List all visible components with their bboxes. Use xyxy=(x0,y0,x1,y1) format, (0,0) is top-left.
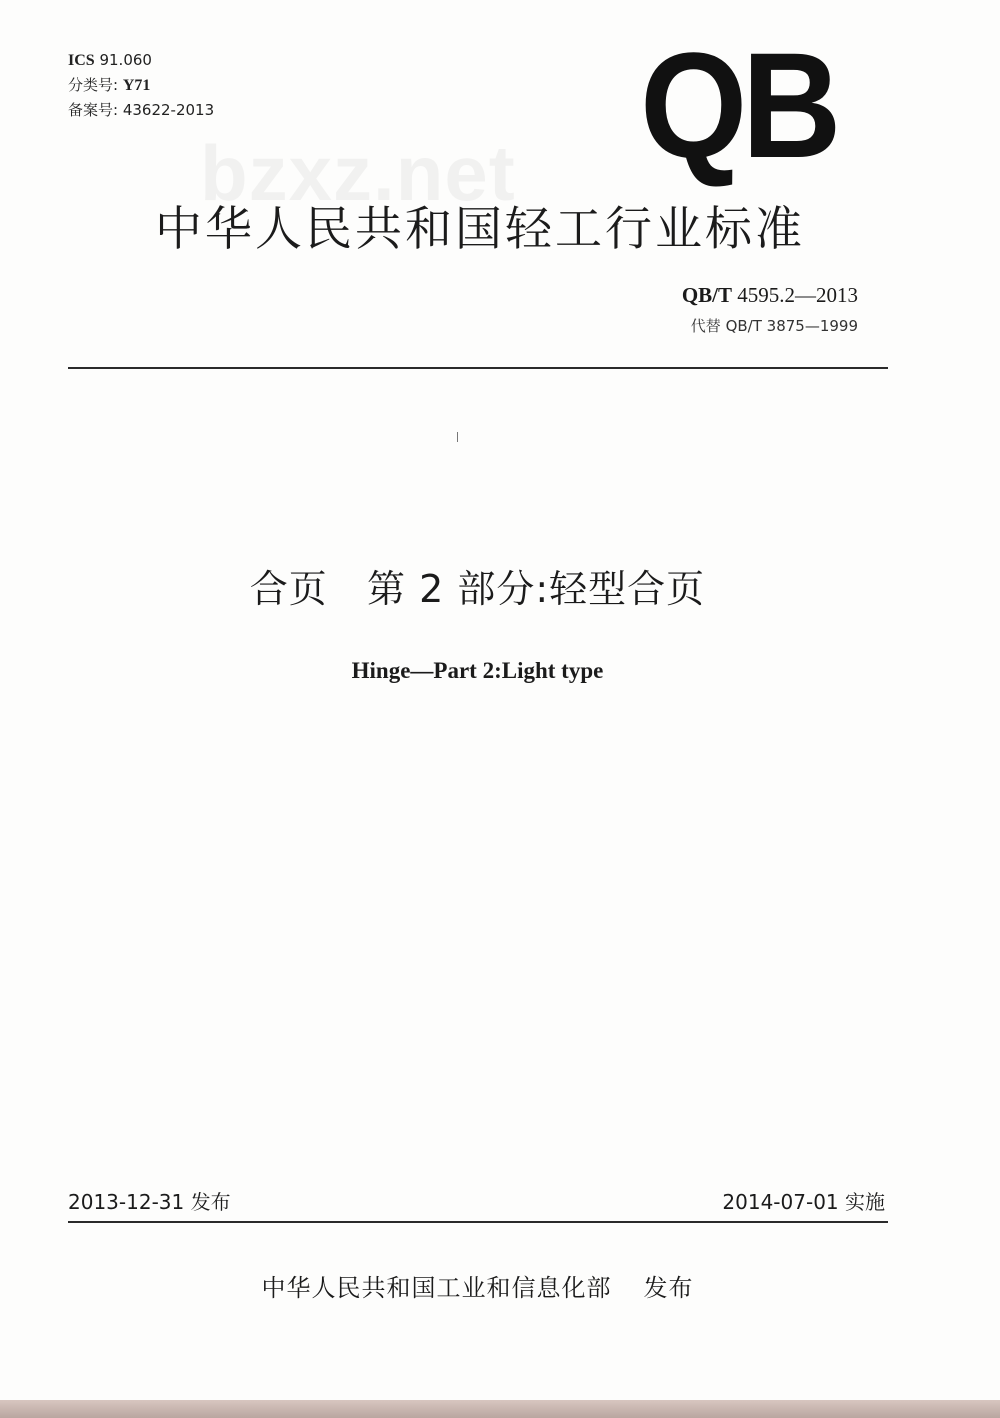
replaces-standard: 代替 QB/T 3875—1999 xyxy=(690,317,858,335)
ics-label: ICS xyxy=(68,52,95,69)
record-value: 43622-2013 xyxy=(122,101,215,119)
class-label: 分类号: xyxy=(68,76,119,94)
ics-line xyxy=(68,48,214,73)
footer-divider xyxy=(68,1221,888,1223)
industry-standard-title: 中华人民共和国轻工行业标准 xyxy=(155,202,805,257)
ics-value: 91.060 xyxy=(99,51,152,69)
watermark: bzxz.net xyxy=(200,129,516,217)
classification-block xyxy=(68,48,214,123)
publisher-name: 中华人民共和国工业和信息化部 xyxy=(261,1274,612,1302)
record-label: 备案号: xyxy=(68,101,119,119)
implement-date: 2014-07-01 实施 xyxy=(722,1190,885,1214)
qb-logo: QB xyxy=(640,21,836,189)
class-value: Y71 xyxy=(122,77,151,94)
publisher-line xyxy=(0,1268,955,1303)
class-line xyxy=(68,73,214,98)
publish-date: 2013-12-31 发布 xyxy=(68,1190,231,1214)
document-title-en: Hinge—Part 2:Light type xyxy=(351,658,604,683)
standard-number xyxy=(682,283,858,308)
record-line xyxy=(68,98,214,123)
document-title-cn: 合页 第 2 部分:轻型合页 xyxy=(249,567,706,611)
standard-number-value: 4595.2—2013 xyxy=(737,283,858,307)
standard-code: QB/T xyxy=(681,283,732,307)
scan-edge-bar xyxy=(0,1400,1000,1418)
center-mark xyxy=(457,432,458,442)
header-divider xyxy=(68,367,888,369)
publisher-action: 发布 xyxy=(643,1274,694,1302)
